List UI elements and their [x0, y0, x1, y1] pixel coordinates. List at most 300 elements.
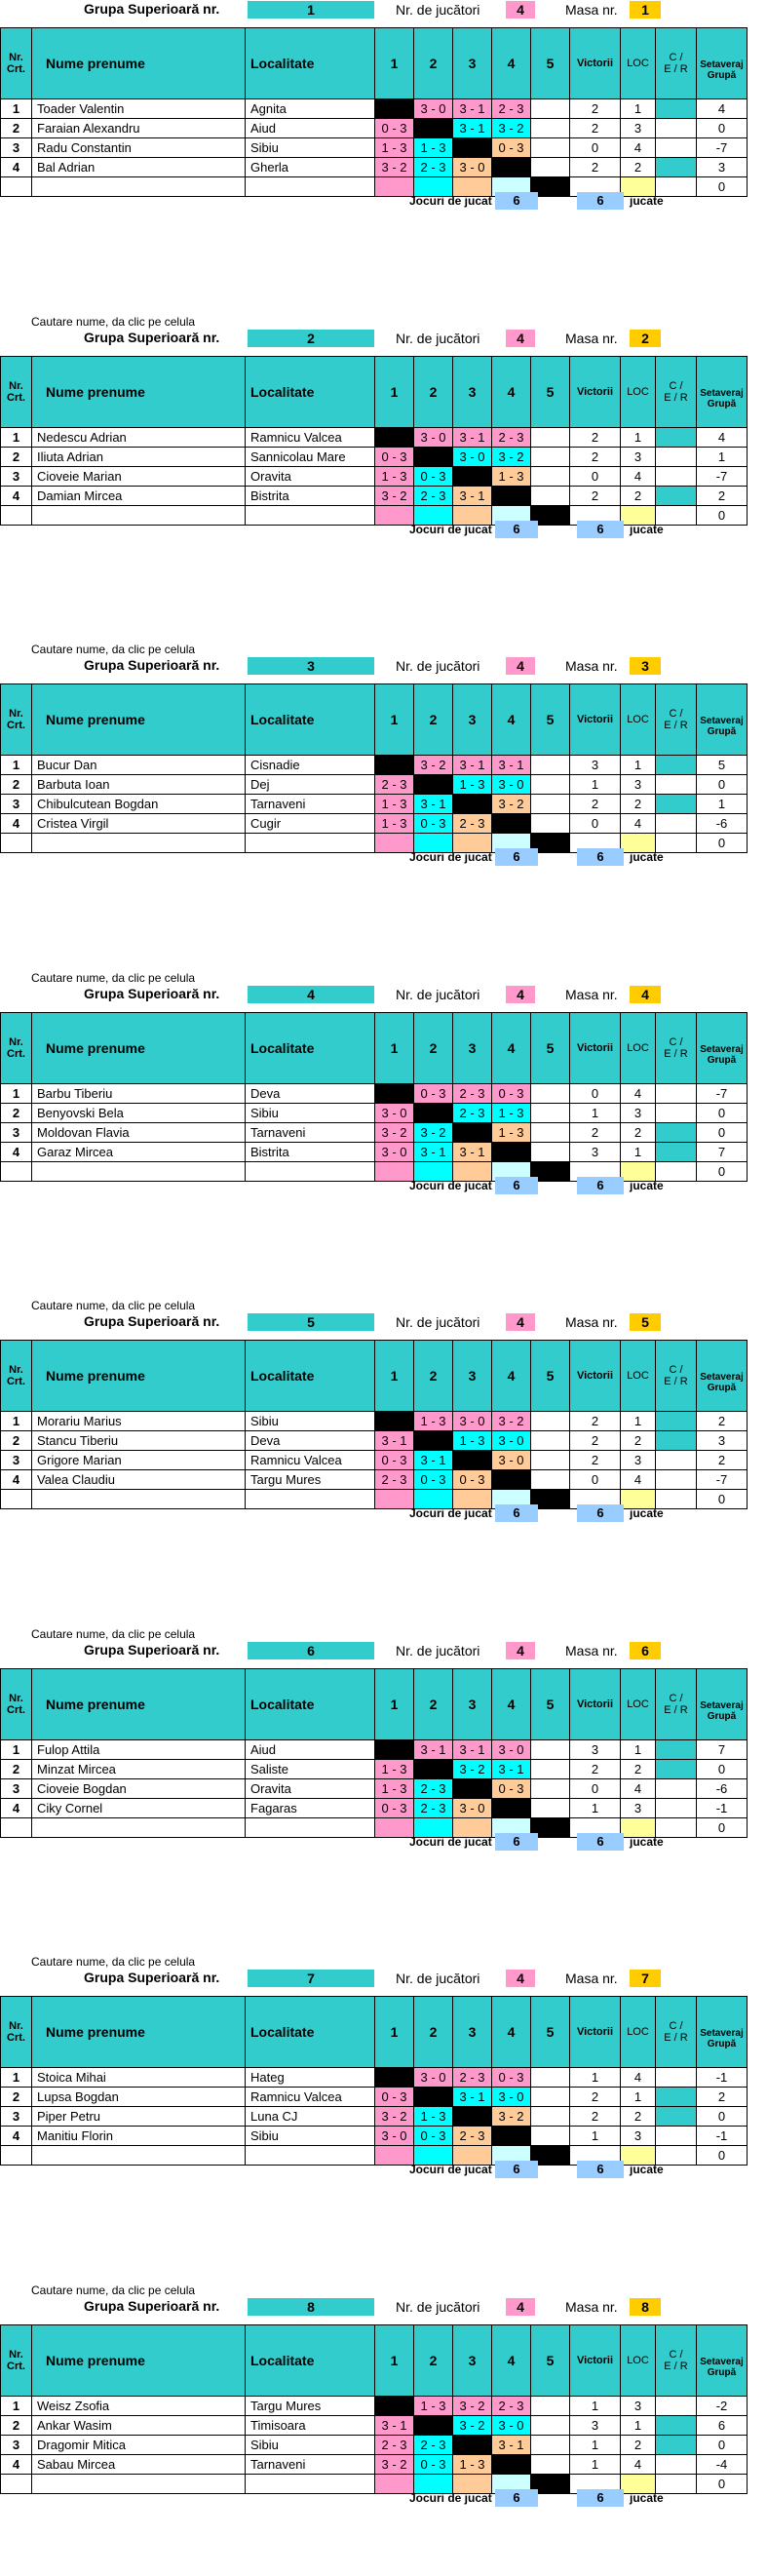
score-cell[interactable]: 3 - 2 [375, 2107, 414, 2127]
cer-cell[interactable] [656, 158, 697, 177]
cer-cell[interactable] [656, 775, 697, 795]
score-cell[interactable] [531, 487, 570, 506]
score-cell[interactable] [531, 1799, 570, 1818]
score-cell[interactable] [531, 467, 570, 487]
score-cell[interactable]: 3 - 1 [375, 2416, 414, 2436]
score-cell[interactable]: 3 - 2 [375, 158, 414, 177]
score-cell[interactable]: 0 - 3 [492, 1084, 531, 1104]
cer-cell[interactable] [656, 2068, 697, 2088]
wins-cell: 0 [570, 814, 621, 834]
score-cell[interactable]: 3 - 2 [375, 2455, 414, 2475]
score-cell[interactable]: 3 - 0 [414, 99, 453, 119]
player-name[interactable]: Morariu Marius [32, 1412, 246, 1431]
score-cell[interactable] [531, 2068, 570, 2088]
score-cell[interactable] [531, 1470, 570, 1490]
score-cell[interactable]: 1 - 3 [375, 814, 414, 834]
player-name[interactable]: Barbuta Ioan [32, 775, 246, 795]
score-cell[interactable]: 3 - 0 [492, 1451, 531, 1470]
cer-cell[interactable] [656, 448, 697, 467]
score-cell[interactable]: 3 - 1 [453, 428, 492, 448]
player-name[interactable]: Bucur Dan [32, 756, 246, 775]
score-cell[interactable] [375, 2068, 414, 2088]
score-cell[interactable]: 3 - 1 [414, 1740, 453, 1760]
score-cell[interactable]: 3 - 2 [453, 2397, 492, 2416]
search-note[interactable]: Cautare nume, da clic pe celula [31, 971, 196, 985]
score-cell[interactable] [414, 2088, 453, 2107]
score-cell[interactable]: 3 - 1 [453, 1740, 492, 1760]
score-cell[interactable]: 2 - 3 [414, 2436, 453, 2455]
score-cell[interactable]: 2 - 3 [375, 1470, 414, 1490]
score-cell[interactable] [531, 756, 570, 775]
set-cell: 0 [697, 2436, 748, 2455]
score-cell[interactable] [453, 1123, 492, 1143]
score-cell[interactable]: 3 - 0 [453, 1799, 492, 1818]
search-note[interactable]: Cautare nume, da clic pe celula [31, 643, 196, 656]
player-locality[interactable]: Sibiu [246, 2127, 375, 2146]
place-cell: 2 [621, 487, 656, 506]
score-cell[interactable]: 3 - 2 [492, 795, 531, 814]
score-cell[interactable]: 3 - 0 [492, 2416, 531, 2436]
score-cell[interactable]: 1 - 3 [414, 1412, 453, 1431]
score-cell[interactable]: 3 - 1 [492, 756, 531, 775]
player-locality[interactable]: Bistrita [246, 487, 375, 506]
cer-cell[interactable] [656, 1799, 697, 1818]
player-name[interactable]: Moldovan Flavia [32, 1123, 246, 1143]
score-cell[interactable] [453, 138, 492, 158]
score-cell[interactable]: 2 - 3 [414, 158, 453, 177]
score-cell[interactable]: 3 - 2 [492, 1412, 531, 1431]
player-locality[interactable]: Ramnicu Valcea [246, 2088, 375, 2107]
player-locality[interactable]: Targu Mures [246, 1470, 375, 1490]
score-cell[interactable] [531, 2416, 570, 2436]
cer-cell[interactable] [656, 467, 697, 487]
cer-cell[interactable] [656, 1779, 697, 1799]
player-locality[interactable]: Saliste [246, 1760, 375, 1779]
score-cell[interactable] [531, 448, 570, 467]
cer-cell[interactable] [656, 795, 697, 814]
score-cell[interactable]: 3 - 1 [453, 1143, 492, 1162]
score-cell[interactable] [531, 1123, 570, 1143]
score-cell[interactable]: 2 - 3 [375, 775, 414, 795]
score-cell[interactable] [531, 2436, 570, 2455]
score-cell[interactable]: 3 - 2 [492, 119, 531, 138]
table-row [1, 1412, 748, 1431]
score-cell[interactable]: 1 - 3 [414, 2397, 453, 2416]
score-cell[interactable] [414, 1760, 453, 1779]
score-cell[interactable]: 1 - 3 [414, 138, 453, 158]
score-cell[interactable] [453, 2107, 492, 2127]
cer-cell[interactable] [656, 1760, 697, 1779]
player-name[interactable]: Radu Constantin [32, 138, 246, 158]
player-locality[interactable]: Sannicolau Mare [246, 448, 375, 467]
player-name[interactable]: Nedescu Adrian [32, 428, 246, 448]
score-cell[interactable] [492, 2127, 531, 2146]
score-cell[interactable]: 3 - 0 [375, 2127, 414, 2146]
score-cell[interactable]: 3 - 2 [453, 1760, 492, 1779]
score-cell[interactable]: 3 - 2 [453, 2416, 492, 2436]
score-cell[interactable]: 2 - 3 [492, 428, 531, 448]
score-cell[interactable]: 0 - 3 [492, 2068, 531, 2088]
score-cell[interactable] [414, 1104, 453, 1123]
score-cell[interactable] [492, 158, 531, 177]
score-cell[interactable] [531, 775, 570, 795]
score-cell[interactable]: 1 - 3 [375, 1779, 414, 1799]
player-locality[interactable]: Aiud [246, 1740, 375, 1760]
score-cell[interactable]: 3 - 1 [453, 2088, 492, 2107]
player-locality[interactable]: Luna CJ [246, 2107, 375, 2127]
score-cell[interactable] [375, 756, 414, 775]
score-cell[interactable] [414, 448, 453, 467]
player-name[interactable]: Barbu Tiberiu [32, 1084, 246, 1104]
player-locality[interactable]: Aiud [246, 119, 375, 138]
score-cell[interactable]: 3 - 0 [453, 158, 492, 177]
score-cell[interactable] [453, 795, 492, 814]
score-cell[interactable] [531, 428, 570, 448]
score-cell[interactable]: 2 - 3 [492, 2397, 531, 2416]
score-cell[interactable] [414, 775, 453, 795]
group-block [0, 1627, 767, 1920]
group-number[interactable]: 7 [248, 1970, 374, 1987]
score-cell[interactable]: 3 - 0 [492, 2088, 531, 2107]
player-name[interactable]: Weisz Zsofia [32, 2397, 246, 2416]
score-cell[interactable]: 0 - 3 [414, 467, 453, 487]
score-cell[interactable] [531, 1143, 570, 1162]
score-cell[interactable]: 1 - 3 [375, 467, 414, 487]
score-cell[interactable]: 0 - 3 [375, 1799, 414, 1818]
score-cell[interactable]: 0 - 3 [414, 814, 453, 834]
search-note[interactable]: Cautare nume, da clic pe celula [31, 1627, 196, 1641]
cer-cell[interactable] [656, 2107, 697, 2127]
score-cell[interactable]: 3 - 0 [414, 428, 453, 448]
score-cell[interactable]: 1 - 3 [492, 467, 531, 487]
player-locality[interactable]: Agnita [246, 99, 375, 119]
cer-cell[interactable] [656, 1123, 697, 1143]
player-locality[interactable]: Oravita [246, 467, 375, 487]
score-cell[interactable] [531, 1412, 570, 1431]
score-cell[interactable]: 2 - 3 [414, 487, 453, 506]
search-note[interactable]: Cautare nume, da clic pe celula [31, 1955, 196, 1969]
score-cell[interactable] [531, 1104, 570, 1123]
player-locality[interactable]: Timisoara [246, 2416, 375, 2436]
cer-cell[interactable] [656, 814, 697, 834]
score-cell[interactable] [414, 2416, 453, 2436]
cer-cell[interactable] [656, 2397, 697, 2416]
score-cell[interactable]: 3 - 0 [414, 2068, 453, 2088]
score-cell[interactable] [492, 1470, 531, 1490]
table-number[interactable]: 3 [630, 657, 661, 675]
score-cell[interactable]: 2 - 3 [414, 1799, 453, 1818]
player-name[interactable]: Bal Adrian [32, 158, 246, 177]
player-name[interactable]: Fulop Attila [32, 1740, 246, 1760]
row-nr: 1 [1, 1084, 32, 1104]
score-cell[interactable]: 3 - 1 [414, 1451, 453, 1470]
cer-cell[interactable] [656, 487, 697, 506]
player-locality[interactable]: Tarnaveni [246, 795, 375, 814]
player-locality[interactable]: Oravita [246, 1779, 375, 1799]
cer-cell[interactable] [656, 1451, 697, 1470]
score-cell[interactable] [375, 99, 414, 119]
search-note[interactable]: Cautare nume, da clic pe celula [31, 2283, 196, 2297]
player-name[interactable]: Dragomir Mitica [32, 2436, 246, 2455]
score-cell[interactable] [531, 1740, 570, 1760]
score-cell[interactable]: 2 - 3 [414, 1779, 453, 1799]
player-name[interactable]: Sabau Mircea [32, 2455, 246, 2475]
cer-cell[interactable] [656, 428, 697, 448]
score-cell[interactable] [531, 2455, 570, 2475]
score-cell[interactable]: 3 - 2 [414, 1123, 453, 1143]
score-cell[interactable] [492, 814, 531, 834]
score-cell[interactable]: 2 - 3 [453, 2127, 492, 2146]
set-cell: 4 [697, 428, 748, 448]
player-name[interactable]: Cioveie Bogdan [32, 1779, 246, 1799]
score-cell[interactable]: 0 - 3 [453, 1470, 492, 1490]
cer-cell[interactable] [656, 1084, 697, 1104]
score-cell[interactable]: 3 - 1 [414, 795, 453, 814]
score-cell[interactable]: 1 - 3 [453, 1431, 492, 1451]
player-locality[interactable]: Ramnicu Valcea [246, 428, 375, 448]
player-name[interactable]: Stoica Mihai [32, 2068, 246, 2088]
header-place: LOC [621, 1997, 656, 2068]
score-cell[interactable] [531, 1431, 570, 1451]
score-cell[interactable] [492, 487, 531, 506]
player-name[interactable]: Cioveie Marian [32, 467, 246, 487]
score-cell[interactable]: 3 - 2 [375, 1123, 414, 1143]
score-cell[interactable]: 1 - 3 [492, 1104, 531, 1123]
score-cell[interactable]: 3 - 0 [492, 1431, 531, 1451]
score-cell[interactable]: 3 - 0 [453, 448, 492, 467]
score-cell[interactable] [375, 1084, 414, 1104]
score-cell[interactable]: 0 - 3 [414, 2455, 453, 2475]
score-cell[interactable]: 3 - 1 [492, 2436, 531, 2455]
score-cell[interactable]: 3 - 1 [453, 487, 492, 506]
score-cell[interactable] [531, 2397, 570, 2416]
score-cell[interactable] [492, 1143, 531, 1162]
cer-cell[interactable] [656, 2416, 697, 2436]
score-cell[interactable]: 0 - 3 [414, 1470, 453, 1490]
score-cell[interactable] [531, 2127, 570, 2146]
score-cell[interactable]: 3 - 1 [492, 1760, 531, 1779]
header-round: 4 [492, 1013, 531, 1084]
score-cell[interactable] [531, 814, 570, 834]
score-cell[interactable]: 0 - 3 [414, 2127, 453, 2146]
score-cell[interactable]: 3 - 2 [375, 487, 414, 506]
score-cell[interactable] [492, 1799, 531, 1818]
group-number[interactable]: 5 [248, 1313, 374, 1331]
player-locality[interactable]: Dej [246, 775, 375, 795]
score-cell[interactable]: 1 - 3 [375, 1760, 414, 1779]
score-cell[interactable] [375, 1740, 414, 1760]
group-number[interactable]: 3 [248, 657, 374, 675]
group-number[interactable]: 8 [248, 2298, 374, 2316]
table-number[interactable]: 7 [630, 1970, 661, 1987]
score-cell[interactable] [531, 1779, 570, 1799]
cer-cell[interactable] [656, 2436, 697, 2455]
score-cell[interactable]: 2 - 3 [492, 99, 531, 119]
header-round: 1 [375, 28, 414, 99]
player-locality[interactable]: Hateg [246, 2068, 375, 2088]
score-cell[interactable] [375, 2397, 414, 2416]
score-cell[interactable]: 3 - 0 [375, 1104, 414, 1123]
score-cell[interactable]: 3 - 2 [492, 2107, 531, 2127]
score-cell[interactable]: 0 - 3 [375, 448, 414, 467]
table-number[interactable]: 2 [630, 330, 661, 347]
cer-cell[interactable] [656, 1412, 697, 1431]
score-cell[interactable] [453, 467, 492, 487]
score-cell[interactable]: 3 - 1 [414, 1143, 453, 1162]
score-cell[interactable]: 3 - 1 [375, 1431, 414, 1451]
group-number[interactable]: 6 [248, 1642, 374, 1659]
score-cell[interactable]: 0 - 3 [375, 1451, 414, 1470]
score-cell[interactable] [531, 1451, 570, 1470]
score-cell[interactable]: 3 - 0 [492, 1740, 531, 1760]
score-cell[interactable]: 2 - 3 [453, 1104, 492, 1123]
player-locality[interactable]: Deva [246, 1431, 375, 1451]
score-cell[interactable]: 1 - 3 [375, 138, 414, 158]
score-cell[interactable]: 0 - 3 [492, 138, 531, 158]
score-cell[interactable] [414, 119, 453, 138]
score-cell[interactable] [414, 1431, 453, 1451]
player-locality[interactable]: Sibiu [246, 2436, 375, 2455]
score-cell[interactable] [531, 99, 570, 119]
player-locality[interactable]: Deva [246, 1084, 375, 1104]
group-number[interactable]: 4 [248, 986, 374, 1003]
cer-cell[interactable] [656, 119, 697, 138]
score-cell[interactable] [531, 138, 570, 158]
score-cell[interactable] [531, 2107, 570, 2127]
player-name[interactable]: Chibulcutean Bogdan [32, 795, 246, 814]
player-name[interactable]: Valea Claudiu [32, 1470, 246, 1490]
group-number[interactable]: 1 [248, 1, 374, 19]
score-cell[interactable]: 1 - 3 [375, 795, 414, 814]
score-cell[interactable]: 1 - 3 [492, 1123, 531, 1143]
score-cell[interactable] [531, 2088, 570, 2107]
score-cell[interactable]: 2 - 3 [453, 1084, 492, 1104]
score-cell[interactable] [531, 795, 570, 814]
score-cell[interactable] [375, 1412, 414, 1431]
player-name[interactable]: Grigore Marian [32, 1451, 246, 1470]
header-cer: C / E / R [656, 1669, 697, 1740]
score-cell[interactable]: 3 - 2 [414, 756, 453, 775]
score-cell[interactable]: 0 - 3 [375, 2088, 414, 2107]
score-cell[interactable]: 0 - 3 [414, 1084, 453, 1104]
player-locality[interactable]: Sibiu [246, 1412, 375, 1431]
score-cell[interactable]: 1 - 3 [414, 2107, 453, 2127]
search-note[interactable]: Cautare nume, da clic pe celula [31, 1299, 196, 1312]
header-round: 5 [531, 28, 570, 99]
cer-cell[interactable] [656, 138, 697, 158]
search-note[interactable]: Cautare nume, da clic pe celula [31, 315, 196, 329]
group-header [0, 329, 767, 348]
cer-cell[interactable] [656, 2088, 697, 2107]
score-cell[interactable] [531, 1760, 570, 1779]
header-round: 1 [375, 1341, 414, 1412]
player-name[interactable]: Stancu Tiberiu [32, 1431, 246, 1451]
score-cell[interactable]: 3 - 0 [453, 1412, 492, 1431]
score-cell[interactable]: 1 - 3 [453, 775, 492, 795]
cer-cell[interactable] [656, 1104, 697, 1123]
cer-cell[interactable] [656, 1143, 697, 1162]
score-cell[interactable] [492, 2455, 531, 2475]
table-number[interactable]: 6 [630, 1642, 661, 1659]
player-name[interactable]: Damian Mircea [32, 487, 246, 506]
cer-cell[interactable] [656, 1431, 697, 1451]
score-cell[interactable] [531, 158, 570, 177]
player-locality[interactable]: Fagaras [246, 1799, 375, 1818]
cer-cell[interactable] [656, 1470, 697, 1490]
player-name[interactable]: Ciky Cornel [32, 1799, 246, 1818]
score-cell[interactable]: 3 - 0 [492, 775, 531, 795]
player-locality[interactable]: Targu Mures [246, 2397, 375, 2416]
score-cell[interactable]: 3 - 2 [492, 448, 531, 467]
score-cell[interactable]: 2 - 3 [375, 2436, 414, 2455]
header-nr: Nr. Crt. [1, 1341, 32, 1412]
score-cell[interactable]: 2 - 3 [453, 814, 492, 834]
player-name[interactable]: Ankar Wasim [32, 2416, 246, 2436]
score-cell[interactable]: 3 - 1 [453, 756, 492, 775]
header-place: LOC [621, 28, 656, 99]
player-name[interactable]: Benyovski Bela [32, 1104, 246, 1123]
player-name[interactable]: Toader Valentin [32, 99, 246, 119]
cer-cell[interactable] [656, 99, 697, 119]
header-wins: Victorii [570, 1013, 621, 1084]
player-locality[interactable]: Gherla [246, 158, 375, 177]
score-cell[interactable]: 3 - 0 [375, 1143, 414, 1162]
score-cell[interactable] [453, 2436, 492, 2455]
player-locality[interactable]: Ramnicu Valcea [246, 1451, 375, 1470]
player-name[interactable]: Cristea Virgil [32, 814, 246, 834]
cer-cell[interactable] [656, 1740, 697, 1760]
header-place: LOC [621, 1669, 656, 1740]
score-cell[interactable]: 1 - 3 [453, 2455, 492, 2475]
score-cell[interactable]: 3 - 1 [453, 99, 492, 119]
table-number[interactable]: 8 [630, 2298, 661, 2316]
player-locality[interactable]: Cugir [246, 814, 375, 834]
player-name[interactable]: Faraian Alexandru [32, 119, 246, 138]
header-name: Nume prenume [32, 1341, 246, 1412]
player-locality[interactable]: Sibiu [246, 138, 375, 158]
wins-cell: 2 [570, 448, 621, 467]
score-cell[interactable]: 0 - 3 [492, 1779, 531, 1799]
score-cell[interactable]: 2 - 3 [453, 2068, 492, 2088]
score-cell[interactable] [375, 428, 414, 448]
table-number[interactable]: 1 [630, 1, 661, 19]
score-cell[interactable] [453, 1779, 492, 1799]
score-cell[interactable] [453, 1451, 492, 1470]
player-locality[interactable]: Bistrita [246, 1143, 375, 1162]
place-cell: 1 [621, 1412, 656, 1431]
player-name[interactable]: Iliuta Adrian [32, 448, 246, 467]
player-name[interactable]: Piper Petru [32, 2107, 246, 2127]
player-name[interactable]: Lupsa Bogdan [32, 2088, 246, 2107]
score-cell[interactable]: 3 - 1 [453, 119, 492, 138]
player-name[interactable]: Manitiu Florin [32, 2127, 246, 2146]
group-number[interactable]: 2 [248, 330, 374, 347]
table-number[interactable]: 4 [630, 986, 661, 1003]
score-cell[interactable]: 0 - 3 [375, 119, 414, 138]
cer-cell[interactable] [656, 756, 697, 775]
table-number[interactable]: 5 [630, 1313, 661, 1331]
player-name[interactable]: Minzat Mircea [32, 1760, 246, 1779]
score-cell[interactable] [531, 1084, 570, 1104]
score-cell[interactable] [531, 119, 570, 138]
cer-cell[interactable] [656, 2127, 697, 2146]
player-name[interactable]: Garaz Mircea [32, 1143, 246, 1162]
player-locality[interactable]: Cisnadie [246, 756, 375, 775]
cer-cell[interactable] [656, 2455, 697, 2475]
player-locality[interactable]: Tarnaveni [246, 2455, 375, 2475]
player-locality[interactable]: Tarnaveni [246, 1123, 375, 1143]
player-locality[interactable]: Sibiu [246, 1104, 375, 1123]
